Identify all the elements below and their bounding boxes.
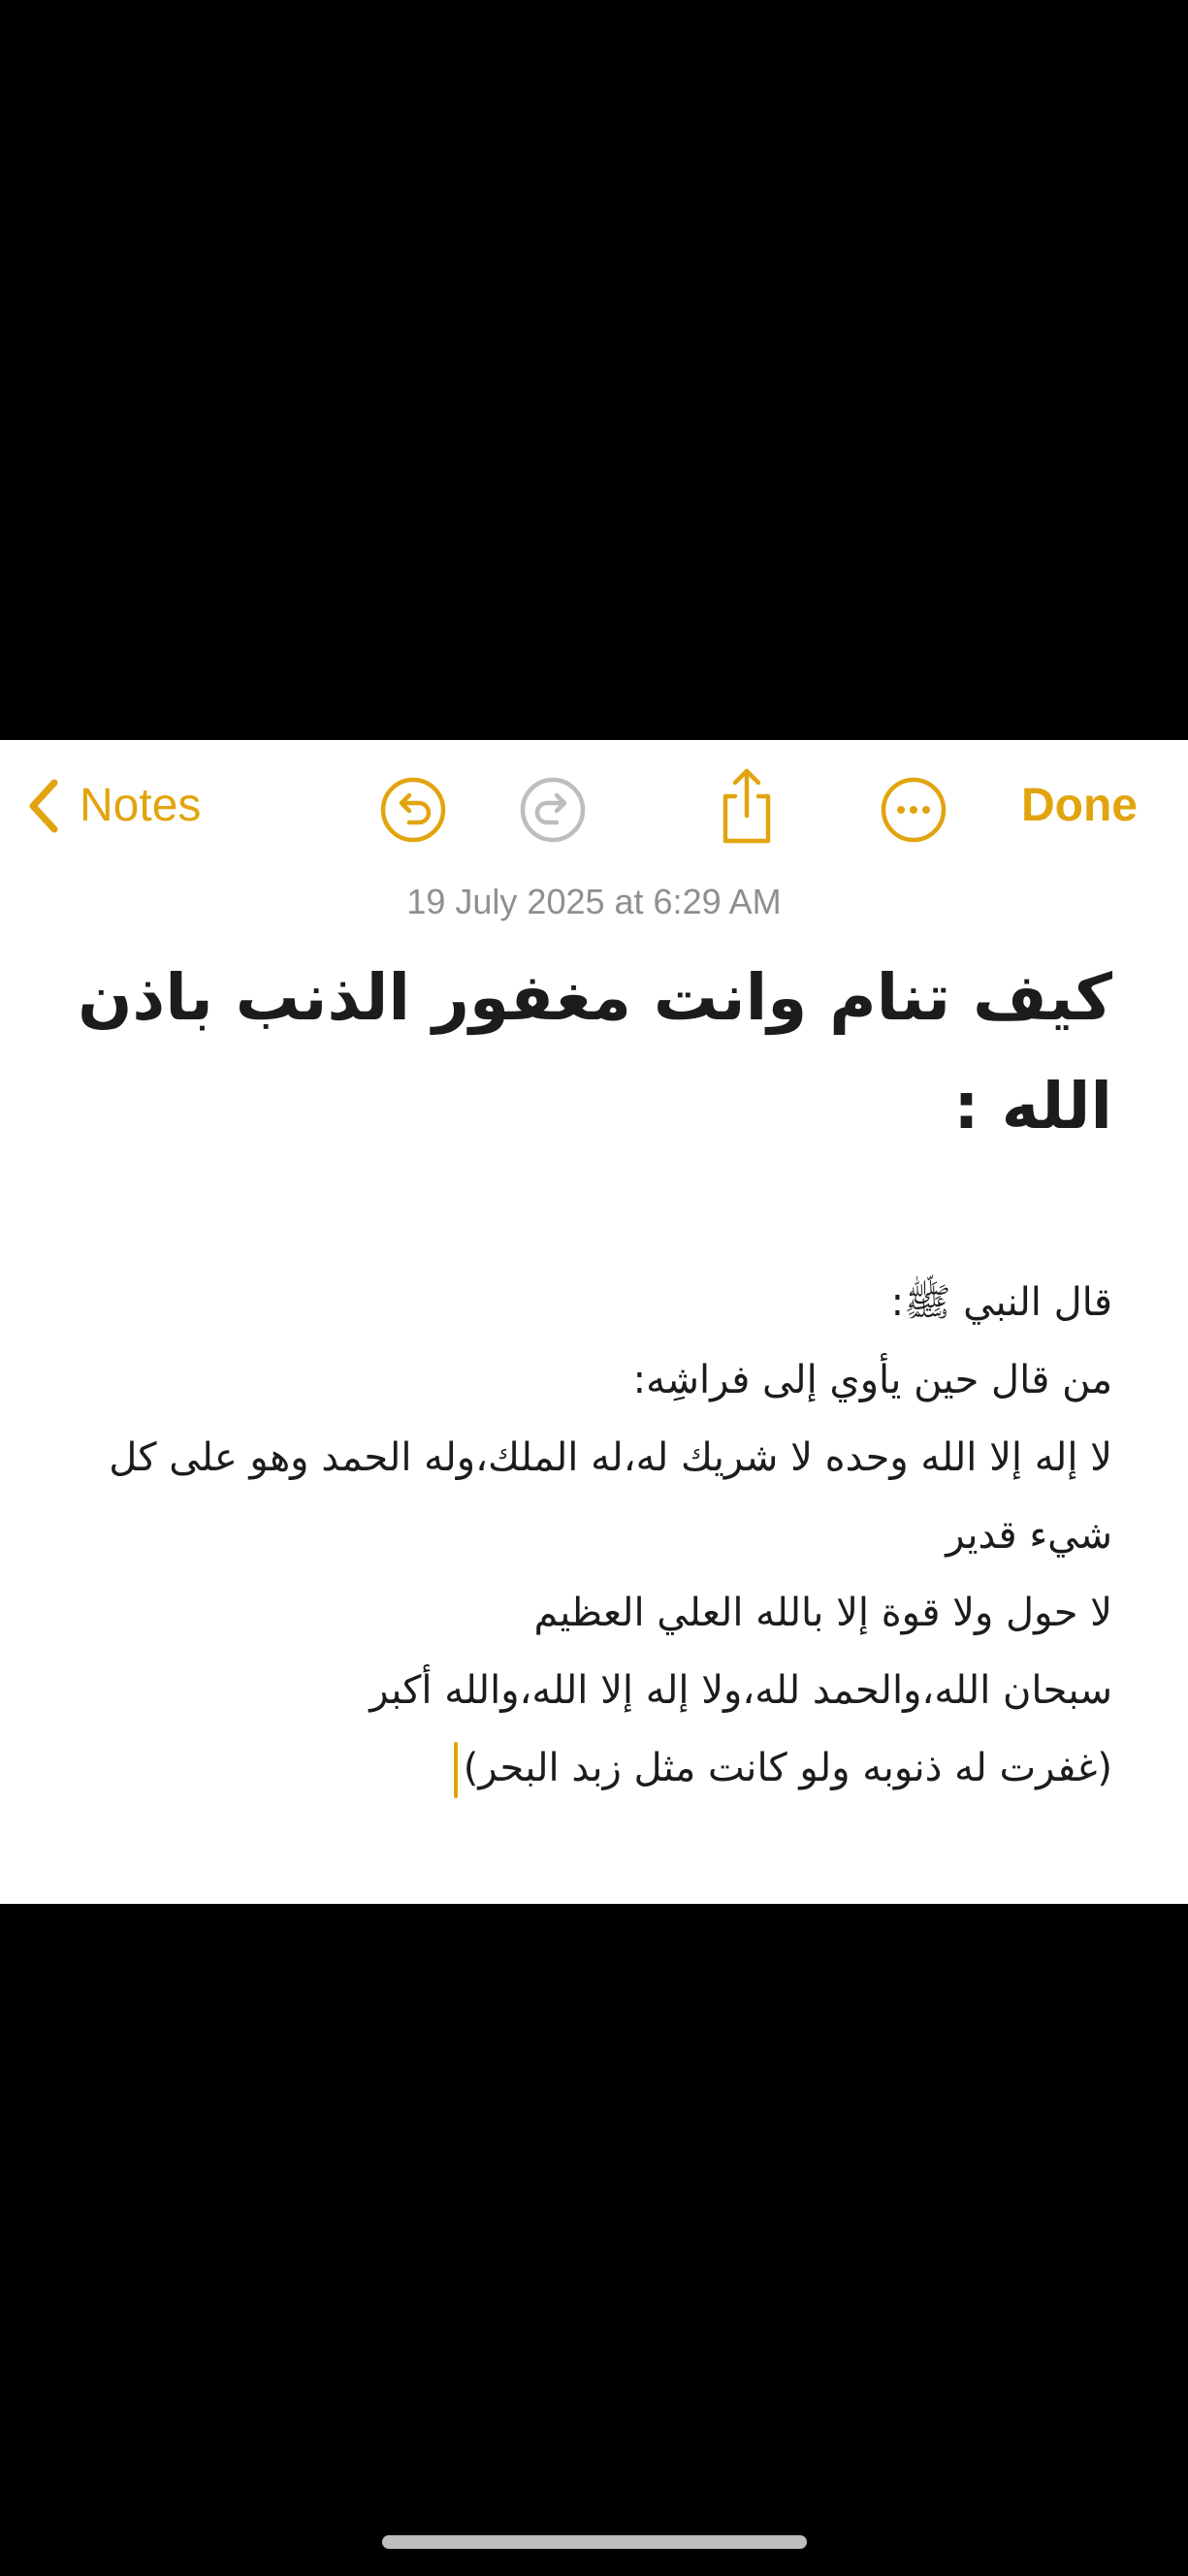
body-line-text: (غفرت له ذنوبه ولو كانت مثل زبد البحر) <box>463 1746 1112 1790</box>
body-line: لا حول ولا قوة إلا بالله العلي العظيم <box>533 1591 1112 1635</box>
note-date: 19 July 2025 at 6:29 AM <box>406 882 782 921</box>
body-line: لا إله إلا الله وحده لا شريك له،له الملك،وله الحمد وهو على كل شيء قدير <box>109 1435 1112 1558</box>
body-line-last <box>36 1729 1112 1807</box>
note-title[interactable]: كيف تنام وانت مغفور الذنب باذن الله : <box>78 960 1112 1143</box>
more-icon[interactable] <box>879 775 948 845</box>
body-line: قال النبي ﷺ: <box>890 1280 1112 1325</box>
body-line: من قال حين يأوي إلى فراشِه: <box>632 1358 1112 1402</box>
back-button-label: Notes <box>80 780 202 831</box>
done-button[interactable]: Done <box>1021 780 1138 831</box>
chevron-left-icon <box>25 777 62 835</box>
text-cursor <box>454 1742 458 1798</box>
undo-icon[interactable] <box>378 775 448 845</box>
note-toolbar <box>0 740 1188 876</box>
share-icon[interactable] <box>712 765 782 847</box>
note-body[interactable] <box>36 1264 1112 1807</box>
redo-icon[interactable] <box>518 775 588 845</box>
home-indicator[interactable] <box>382 2535 807 2549</box>
body-line: سبحان الله،والحمد لله،ولا إله إلا الله،والله أكبر <box>369 1668 1112 1713</box>
note-editor-panel <box>0 740 1188 1904</box>
back-button[interactable] <box>25 775 201 837</box>
